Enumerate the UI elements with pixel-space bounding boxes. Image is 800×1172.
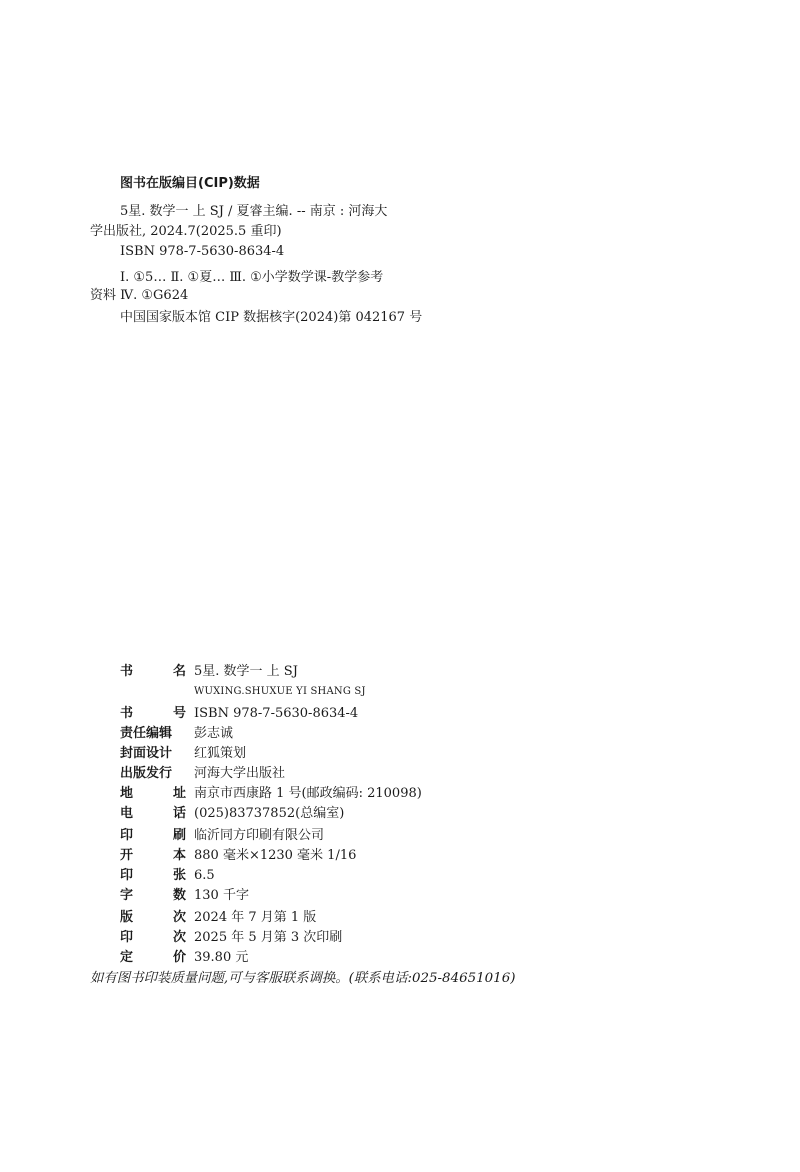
info-value: 临沂同方印刷有限公司 [194,828,325,843]
info-label-part: 刷 [172,828,186,843]
info-label-part: 电 [120,806,134,821]
info-label-part: 次 [172,910,186,925]
info-label [120,804,186,824]
info-label-part: 数 [172,888,186,903]
cip-line-4: Ⅰ. ①5… Ⅱ. ①夏… Ⅲ. ①小学数学课-教学参考 [120,270,384,285]
info-label [120,826,186,846]
info-label [120,784,186,804]
cip-line-6: 中国国家版本馆 CIP 数据核字(2024)第 042167 号 [120,310,423,325]
cip-line-2: 学出版社, 2024.7(2025.5 重印) [90,224,282,239]
info-row [120,662,680,682]
info-label [120,928,186,948]
info-label-part: 责任编辑 [120,726,173,741]
info-value: 130 千字 [194,888,249,903]
info-label [120,744,186,764]
info-label-part: 开 [120,848,134,863]
info-label-part: 书 [120,706,134,721]
info-label-part: 本 [172,848,186,863]
info-label [120,908,186,928]
info-label-part: 印 [120,868,134,883]
info-label-part: 张 [172,868,186,883]
cip-line-3: ISBN 978-7-5630-8634-4 [120,244,285,259]
info-label-part: 字 [120,888,134,903]
info-row [120,948,680,968]
info-label-part: 地 [120,786,134,801]
info-label-part: 号 [172,706,186,721]
info-value: 880 毫米×1230 毫米 1/16 [194,848,357,863]
service-notice: 如有图书印装质量问题,可与客服联系调换。(联系电话:025-84651016) [90,971,516,986]
info-value: (025)83737852(总编室) [194,806,345,821]
info-label [120,846,186,866]
info-label [120,866,186,886]
info-row [120,846,680,866]
info-row [120,826,680,846]
info-label [120,704,186,724]
info-label-part: 封面设计 [120,746,173,761]
info-label-part: 定 [120,950,134,965]
info-label [120,662,186,682]
book-title-pinyin: WUXING.SHUXUE YI SHANG SJ [194,686,366,697]
info-value: 红狐策划 [194,746,247,761]
info-row [120,886,680,906]
info-row [120,704,680,724]
info-row [120,804,680,824]
info-label-part: 版 [120,910,134,925]
info-value: 2025 年 5 月第 3 次印刷 [194,930,343,945]
cip-line-5: 资料 Ⅳ. ①G624 [90,288,189,303]
info-label-part: 名 [172,664,186,679]
info-value: ISBN 978-7-5630-8634-4 [194,706,359,721]
info-label-part: 址 [172,786,186,801]
info-row [120,724,680,744]
info-value: 6.5 [194,868,215,883]
info-label-part: 次 [172,930,186,945]
cip-title: 图书在版编目(CIP)数据 [120,176,260,191]
cip-line-1: 5星. 数学一 上 SJ / 夏睿主编. -- 南京 : 河海大 [120,204,388,219]
info-row [120,744,680,764]
info-label [120,764,186,784]
info-row [120,866,680,886]
info-value: 河海大学出版社 [194,766,286,781]
info-label-part: 印 [120,930,134,945]
info-value: 39.80 元 [194,950,249,965]
info-value: 2024 年 7 月第 1 版 [194,910,317,925]
info-label-part: 价 [172,950,186,965]
info-label-part: 印 [120,828,134,843]
info-label [120,886,186,906]
info-value: 南京市西康路 1 号(邮政编码: 210098) [194,786,422,801]
info-row [120,784,680,804]
info-label [120,724,186,744]
info-row [120,764,680,784]
info-label-part: 话 [172,806,186,821]
info-label-part: 出版发行 [120,766,173,781]
info-value: 彭志诚 [194,726,234,741]
info-label-part: 书 [120,664,134,679]
info-label [120,948,186,968]
info-row [120,908,680,928]
info-row [120,928,680,948]
info-value: 5星. 数学一 上 SJ [194,664,298,679]
